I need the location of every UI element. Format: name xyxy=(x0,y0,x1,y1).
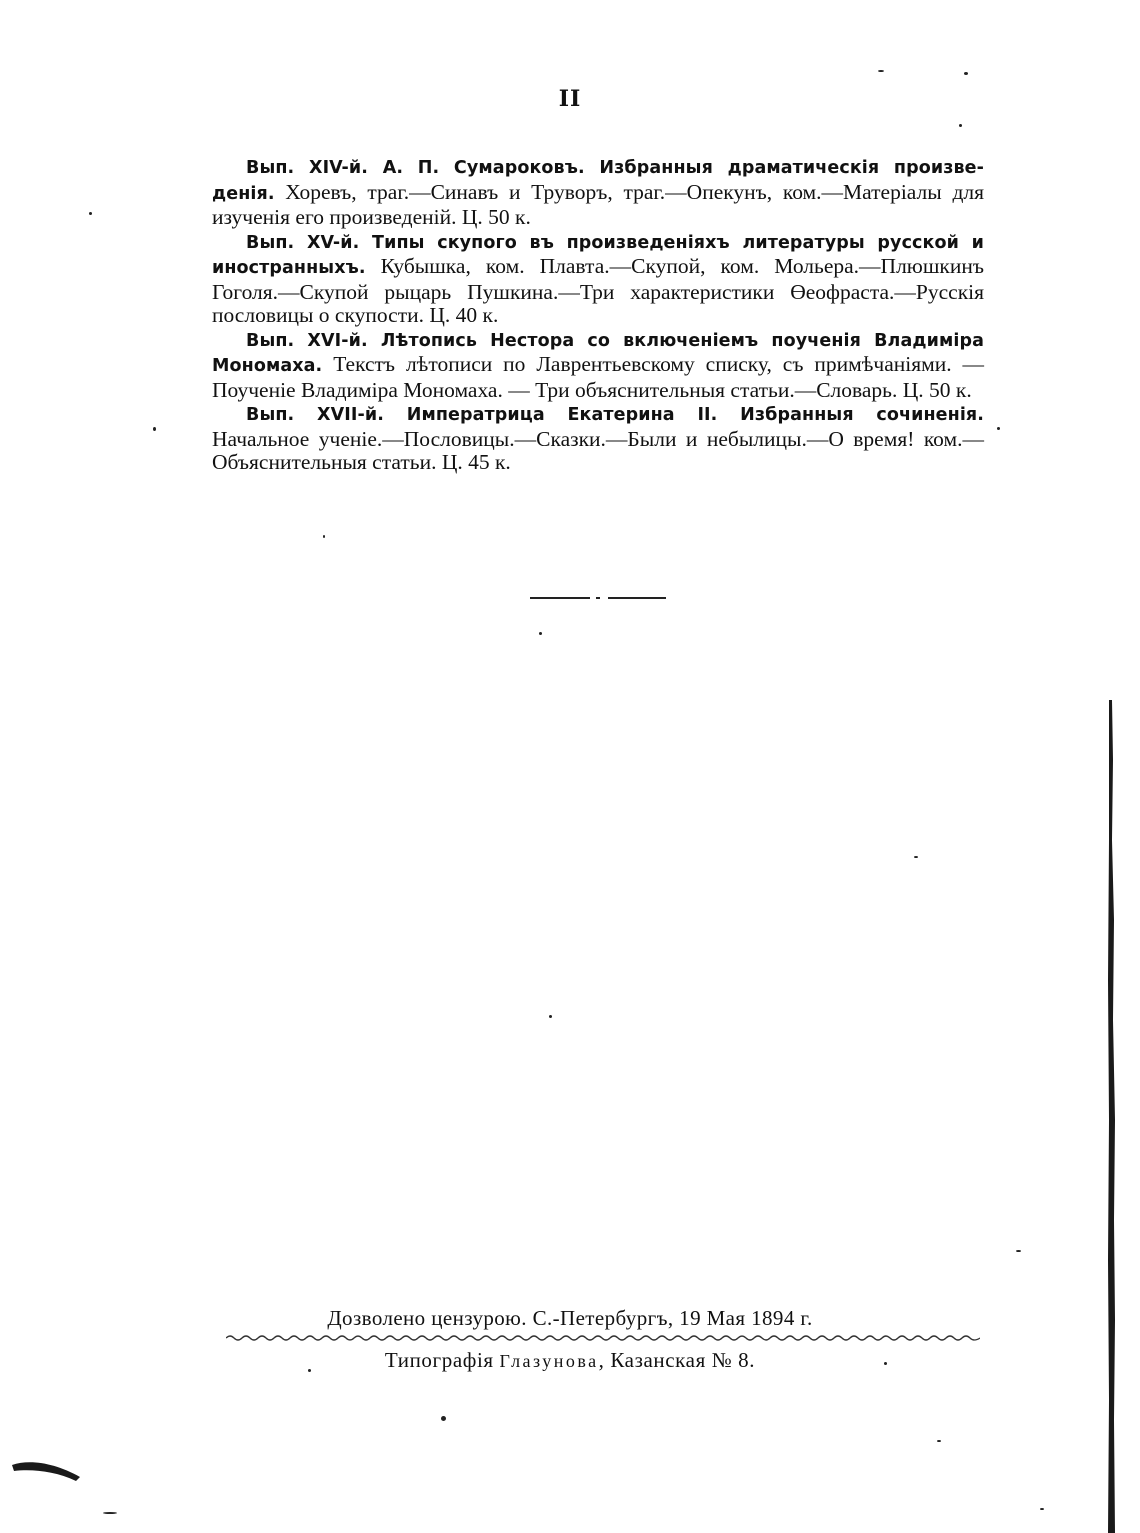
catalog-entry xyxy=(212,328,984,403)
page-number: II xyxy=(558,86,582,112)
printer-prefix: Типографія xyxy=(384,1348,500,1372)
scan-speck xyxy=(997,427,1000,430)
entry-description: Начальное ученіе.—Пословицы.—Сказки.—Были и небылицы.—О время! ком.—Объяснительныя статьи. Ц. 45 к. xyxy=(212,426,984,474)
scan-speck xyxy=(441,1416,446,1421)
catalog-entry xyxy=(212,230,984,328)
scan-speck xyxy=(323,535,325,538)
scan-speck xyxy=(1040,1508,1044,1510)
printer-imprint xyxy=(0,1348,1140,1373)
scan-speck xyxy=(103,1512,117,1514)
scan-speck xyxy=(89,212,92,215)
catalog-entries xyxy=(212,155,984,475)
scan-speck xyxy=(153,427,156,431)
entry-heading: Вып. XVI-й. Лѣтопись Нестора со включеніемъ поученія Владиміра Мономаха. xyxy=(212,330,984,376)
catalog-entry xyxy=(212,155,984,230)
scan-speck xyxy=(937,1440,941,1442)
scan-edge-shadow xyxy=(1106,700,1116,1533)
decorative-wavy-rule xyxy=(226,1333,980,1343)
entry-description: Текстъ лѣтописи по Лаврентьевскому списку, съ примѣчаніями. — Поученіе Владиміра Мономаха. — Три объяснительныя статьи.—Словарь. Ц. 50 к. xyxy=(212,352,984,402)
catalog-entry xyxy=(212,402,984,475)
entry-description: Хоревъ, траг.—Синавъ и Труворъ, траг.—Опекунъ, ком.—Матеріалы для изученія его произведеній. Ц. 50 к. xyxy=(212,179,984,229)
scan-speck xyxy=(959,124,962,127)
scan-speck xyxy=(914,856,918,858)
scan-speck xyxy=(964,72,968,75)
scan-speck xyxy=(539,632,542,635)
section-divider xyxy=(530,597,666,599)
censorship-note: Дозволено цензурою. С.-Петербургъ, 19 Мая 1894 г. xyxy=(327,1306,813,1330)
printer-address: , Казанская № 8. xyxy=(598,1348,756,1372)
scan-speck xyxy=(878,70,884,72)
scan-speck xyxy=(1016,1250,1021,1252)
scan-speck xyxy=(884,1362,887,1365)
entry-heading: Вып. XV-й. Типы скупого въ произведеніяхъ литературы русской и иностранныхъ. xyxy=(212,232,984,278)
entry-heading: Вып. XVII-й. Императрица Екатерина II. Избранныя сочиненія. xyxy=(246,405,984,425)
scan-smudge xyxy=(10,1455,90,1495)
entry-heading: Вып. XIV-й. А. П. Сумароковъ. Избранныя драматическія произве-денія. xyxy=(212,158,984,204)
scan-speck xyxy=(308,1369,311,1372)
entry-description: Кубышка, ком. Плавта.—Скупой, ком. Мольера.—Плюшкинъ Гоголя.—Скупой рыцарь Пушкина.—Три характеристики Өеофраста.—Русскія пословицы о скупости. Ц. 40 к. xyxy=(212,254,984,327)
printer-name: Глазунова xyxy=(499,1351,599,1371)
scan-speck xyxy=(549,1015,552,1018)
